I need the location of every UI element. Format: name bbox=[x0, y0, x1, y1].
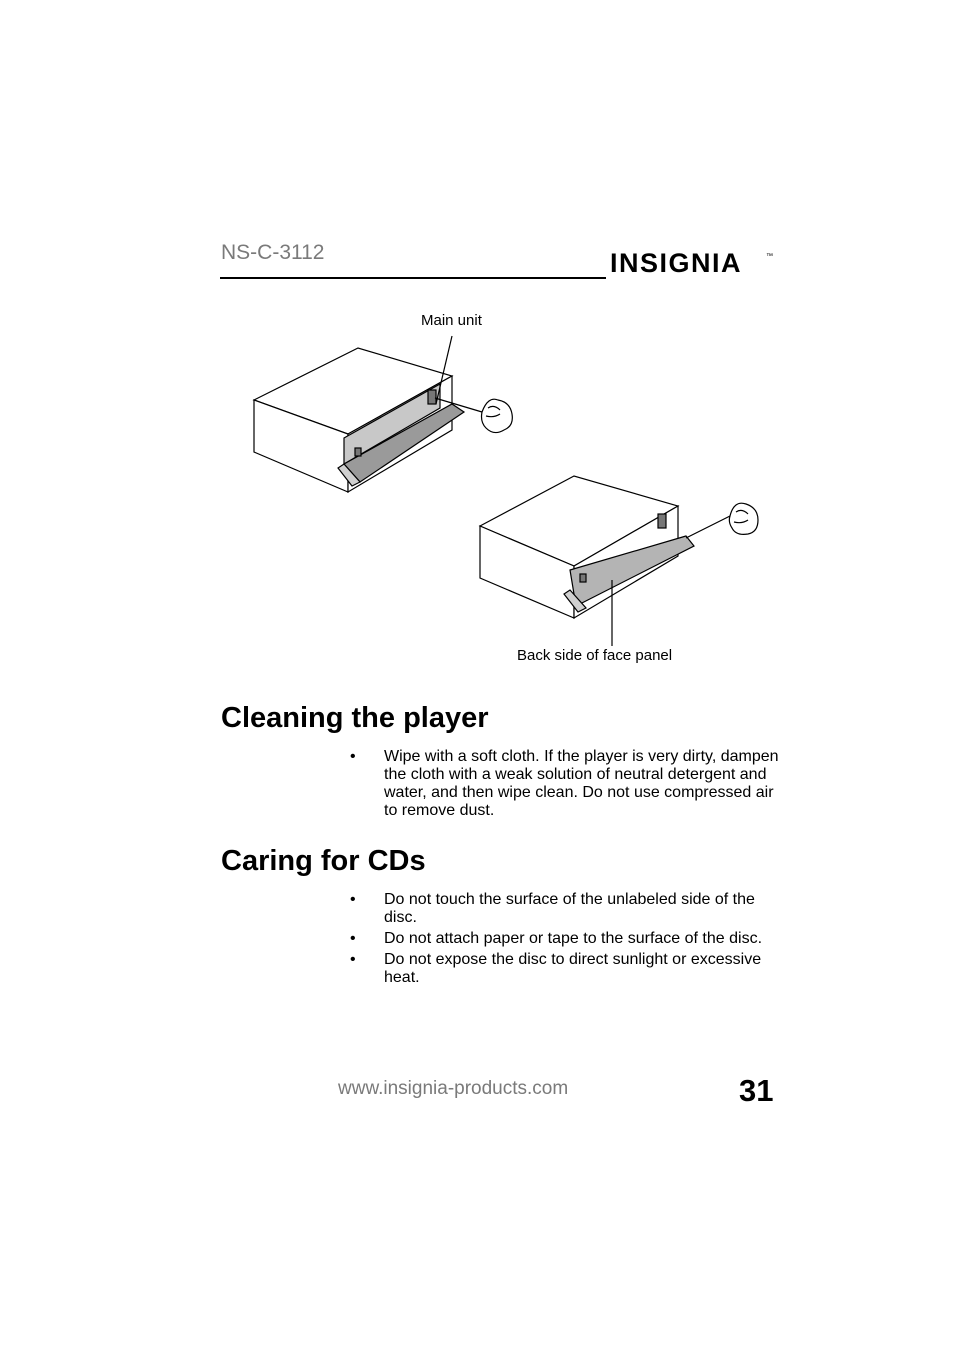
bullet-icon: • bbox=[350, 951, 356, 968]
bullet-icon: • bbox=[350, 748, 356, 765]
heading-cleaning-the-player: Cleaning the player bbox=[221, 702, 489, 734]
bullet-icon: • bbox=[350, 891, 356, 908]
cleaning-illustration bbox=[230, 300, 790, 680]
list-item bbox=[350, 891, 780, 927]
main-unit-drawing bbox=[254, 348, 512, 492]
model-number: NS-C-3112 bbox=[221, 241, 325, 264]
list-item-text: Do not attach paper or tape to the surface of the disc. bbox=[384, 930, 763, 947]
caption-main-unit: Main unit bbox=[421, 312, 482, 329]
bullet-icon: • bbox=[350, 930, 356, 947]
list-item-text: Do not expose the disc to direct sunlight or excessive heat. bbox=[384, 951, 762, 986]
cd-care-list bbox=[350, 891, 780, 990]
page-number: 31 bbox=[739, 1073, 774, 1108]
heading-caring-for-cds: Caring for CDs bbox=[221, 845, 426, 877]
list-item bbox=[350, 951, 780, 987]
cleaning-list bbox=[350, 748, 780, 823]
logo-wordmark: INSIGNIA bbox=[610, 248, 743, 278]
insignia-logo bbox=[610, 236, 776, 286]
face-panel-drawing bbox=[480, 476, 758, 618]
list-item-text: Do not touch the surface of the unlabeled side of the disc. bbox=[384, 891, 755, 926]
list-item bbox=[350, 748, 780, 820]
list-item-text: Wipe with a soft cloth. If the player is very dirty, dampen the cloth with a weak solution of neutral detergent and water, and then wipe clean. Do not use compressed air to remove dust. bbox=[384, 748, 779, 819]
caption-back-panel: Back side of face panel bbox=[517, 647, 673, 664]
list-item bbox=[350, 930, 780, 948]
logo-trademark: ™ bbox=[766, 253, 773, 260]
header-rule bbox=[220, 277, 606, 279]
footer-url: www.insignia-products.com bbox=[338, 1078, 569, 1099]
